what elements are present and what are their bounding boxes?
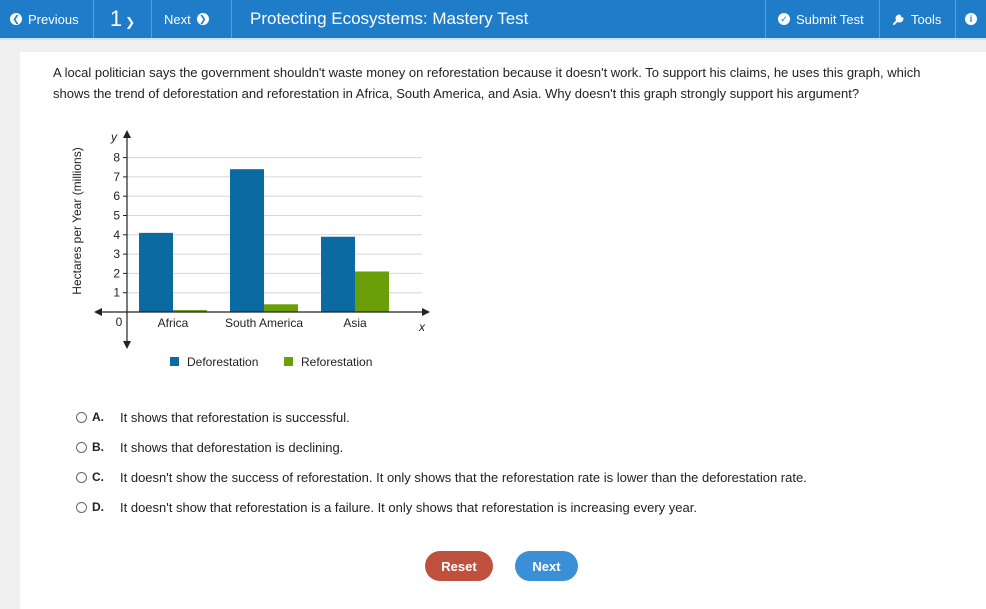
- y-tick-label: 3: [113, 247, 120, 262]
- option-letter: A.: [92, 410, 104, 424]
- bar-reforestation-asia: [355, 271, 389, 312]
- x-axis-arrow-right: [422, 308, 430, 316]
- answer-options: [76, 402, 807, 522]
- arrow-right-icon: ❯: [197, 13, 209, 25]
- page-title: Protecting Ecosystems: Mastery Test: [232, 0, 766, 38]
- option-a[interactable]: [76, 402, 807, 432]
- y-tick-label: 1: [113, 285, 120, 300]
- y-tick-label: 5: [113, 208, 120, 223]
- radio-button-b[interactable]: [76, 442, 87, 453]
- bar-chart: [70, 128, 460, 378]
- legend-swatch: [170, 357, 179, 366]
- tools-label: Tools: [911, 11, 942, 27]
- legend-label: Deforestation: [187, 355, 259, 369]
- legend-swatch: [284, 357, 293, 366]
- x-category-labels: [158, 316, 367, 330]
- next-question-button[interactable]: [152, 0, 232, 38]
- x-category-label: South America: [224, 316, 304, 330]
- submit-test-button[interactable]: [766, 0, 880, 38]
- bar-deforestation-africa: [139, 233, 173, 312]
- tools-button[interactable]: [880, 0, 956, 38]
- check-circle-icon: ✓: [778, 13, 790, 25]
- y-axis-label: Hectares per Year (millions): [70, 147, 84, 295]
- previous-label: Previous: [28, 11, 79, 27]
- option-letter: D.: [92, 500, 104, 514]
- chart-legend: [170, 355, 372, 369]
- chart-bars: [139, 169, 389, 312]
- question-number: 1: [109, 6, 123, 31]
- question-card: [20, 52, 986, 609]
- y-tick-labels: [113, 151, 127, 300]
- next-label: Next: [164, 11, 191, 27]
- reset-button[interactable]: Reset: [425, 551, 493, 581]
- x-axis-letter: x: [419, 320, 425, 334]
- radio-button-c[interactable]: [76, 472, 87, 483]
- y-tick-label: 4: [113, 227, 120, 242]
- bar-deforestation-asia: [321, 237, 355, 312]
- option-letter: B.: [92, 440, 104, 454]
- previous-button[interactable]: [0, 0, 94, 38]
- question-text: A local politician says the government shouldn't waste money on reforestation because it doesn't work. To support his claims, he uses this graph, which shows the trend of deforestation and reforestation in Africa, South America, and Asia. Why doesn't this graph strongly support his argument?: [53, 65, 921, 101]
- chevron-down-icon: ❯: [125, 15, 136, 29]
- x-category-label: Asia: [343, 316, 367, 330]
- option-text: It shows that deforestation is declining.: [120, 439, 344, 455]
- option-d[interactable]: [76, 492, 807, 522]
- radio-button-d[interactable]: [76, 502, 87, 513]
- submit-label: Submit Test: [796, 11, 864, 27]
- option-c[interactable]: [76, 462, 807, 492]
- option-text: It doesn't show the success of reforestation. It only shows that the reforestation rate is lower than the deforestation rate.: [120, 469, 807, 485]
- x-category-label: Africa: [157, 316, 189, 330]
- option-letter: C.: [92, 470, 104, 484]
- x-axis-arrow-left: [94, 308, 102, 316]
- bar-reforestation-south-america: [264, 304, 298, 312]
- origin-label: 0: [115, 315, 123, 329]
- radio-button-a[interactable]: [76, 412, 87, 423]
- info-button[interactable]: [956, 0, 986, 38]
- next-button[interactable]: Next: [515, 551, 578, 581]
- y-axis-arrow-down: [123, 341, 131, 349]
- option-text: It shows that reforestation is successful.: [120, 409, 350, 425]
- option-text: It doesn't show that reforestation is a failure. It only shows that reforestation is increasing every year.: [120, 499, 697, 515]
- top-toolbar: [0, 0, 986, 40]
- option-b[interactable]: [76, 432, 807, 462]
- bar-deforestation-south-america: [230, 169, 264, 312]
- legend-label: Reforestation: [301, 355, 373, 369]
- y-axis-arrow-up: [123, 130, 131, 138]
- y-tick-label: 2: [113, 266, 120, 281]
- y-tick-label: 8: [113, 150, 120, 165]
- y-tick-label: 6: [113, 189, 120, 204]
- question-number-dropdown[interactable]: [94, 0, 152, 38]
- arrow-left-icon: ❮: [10, 13, 22, 25]
- y-tick-label: 7: [113, 169, 120, 184]
- info-icon: i: [965, 13, 977, 25]
- y-axis-letter: y: [111, 130, 117, 144]
- wrench-icon: [892, 13, 905, 26]
